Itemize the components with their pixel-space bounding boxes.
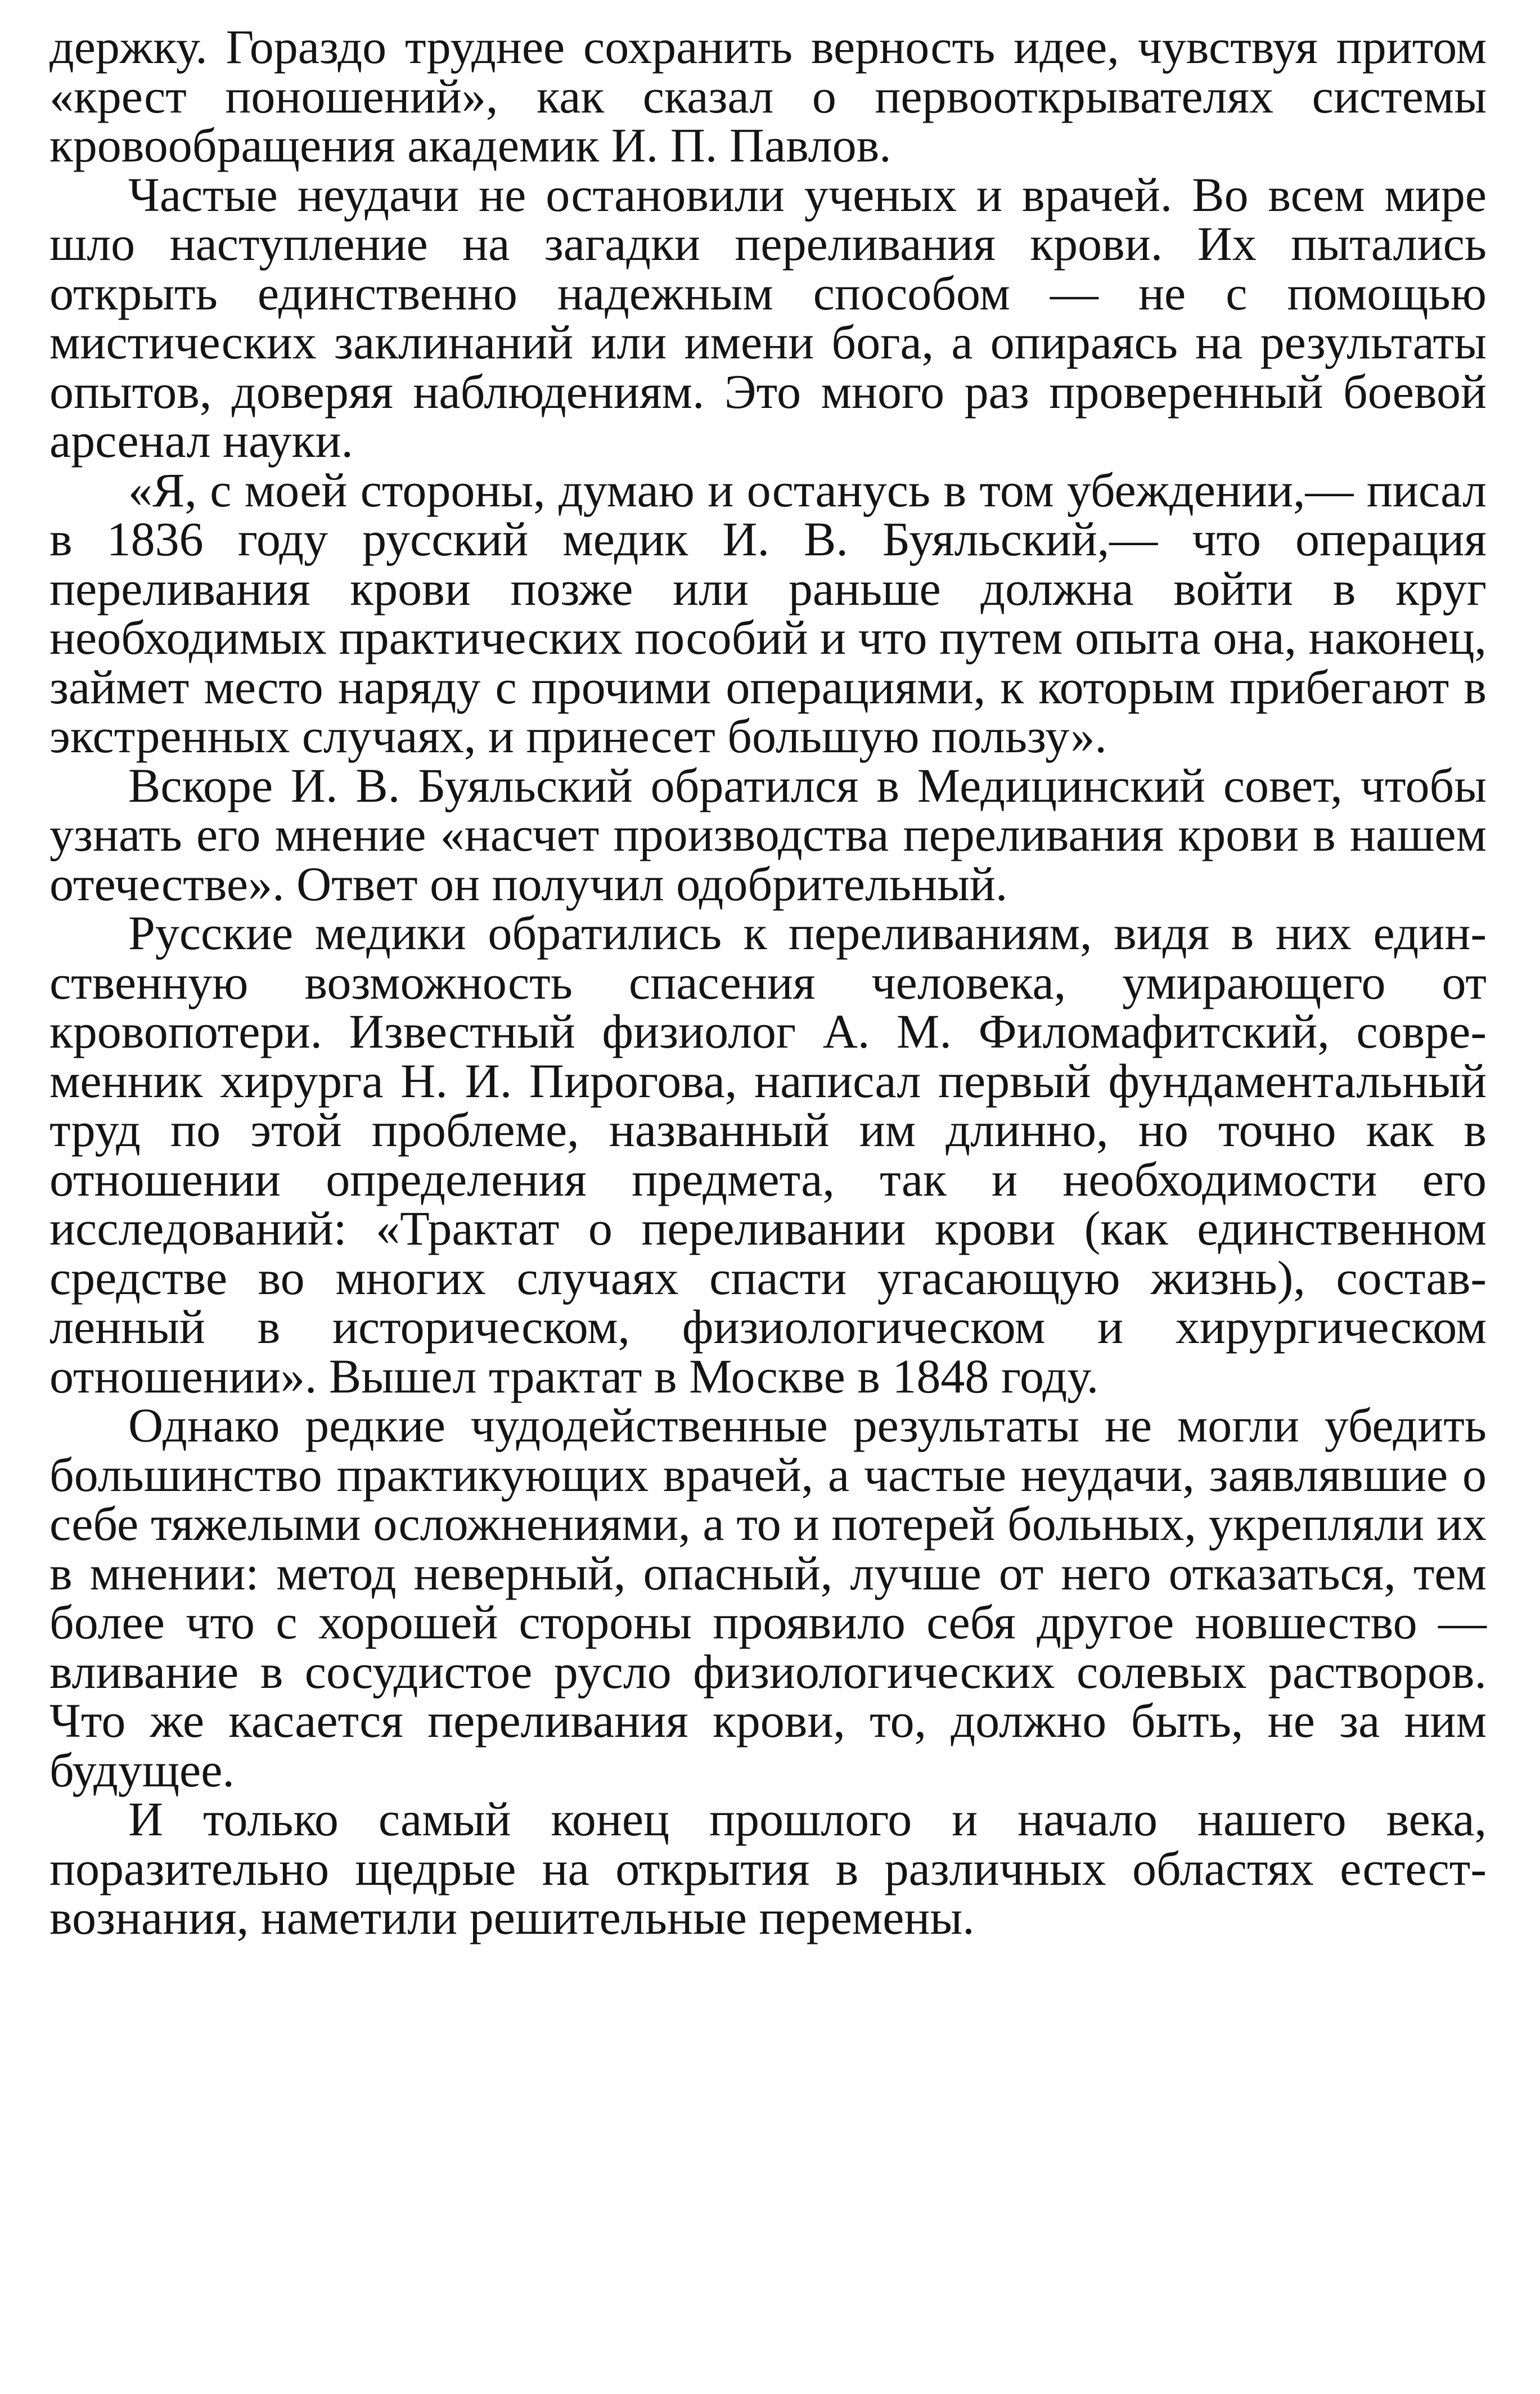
paragraph-1: держку. Гораздо труднее сохранить верность идее, чувствуя притом «крест поношений», как сказал о первооткрывателях системы кровообращения академик И. П. Павлов. — [49, 20, 1487, 172]
paragraph-5: Русские медики обратились к переливаниям, видя в них единственную возможность спасения человека, умирающего от кровопотери. Известный физиолог А. М. Филомафитский, современник хирурга Н. И. Пирогова, написал первый фундаментальный труд по этой проблеме, названный им длинно, но точно как в отношении определения предмета, так и необходимости его исследований: «Трактат о переливании крови (как единственном средстве во многих случаях спасти угасающую жизнь), составленный в историческом, физиологическом и хирургическом отношении». Вышел трактат в Москве в 1848 году. — [49, 906, 1487, 1403]
paragraph-6: Однако редкие чудодейственные результаты не могли убедить большинство практикующих врачей, а частые неудачи, заявлявшие о себе тяжелыми осложнениями, а то и потерей больных, укрепляли их в мнении: метод неверный, опасный, лучше от него отказаться, тем более что с хорошей стороны проявило себя другое новшество — вливание в сосудистое русло физиологических солевых растворов. Что же касается переливания крови, то, должно быть, не за ним будущее. — [49, 1398, 1487, 1797]
paragraph-4: Вскоре И. В. Буяльский обратился в Медицинский совет, чтобы узнать его мнение «насчет производства переливания крови в нашем отечестве». Ответ он получил одобрительный. — [49, 758, 1487, 911]
paragraph-3: «Я, с моей стороны, думаю и останусь в том убеждении,— писал в 1836 году русский медик И. В. Буяльский,— что операция переливания крови позже или раньше должна войти в круг необходимых практических пособий и что путем опыта она, наконец, займет место наряду с прочими операциями, к которым прибегают в экстренных случаях, и принесет большую пользу». — [49, 462, 1487, 763]
paragraph-2: Частые неудачи не остановили ученых и врачей. Во всем мире шло наступление на загадки переливания крови. Их пытались открыть единственно надежным способом — не с помощью мистических заклинаний или имени бога, а опираясь на результаты опытов, доверяя наблюдениям. Это много раз проверенный боевой арсенал науки. — [49, 167, 1487, 468]
page-body-text — [49, 20, 1487, 1944]
paragraph-7: И только самый конец прошлого и начало нашего века, поразительно щедрые на открытия в различных областях естествознания, наметили решительные перемены. — [49, 1792, 1487, 1944]
